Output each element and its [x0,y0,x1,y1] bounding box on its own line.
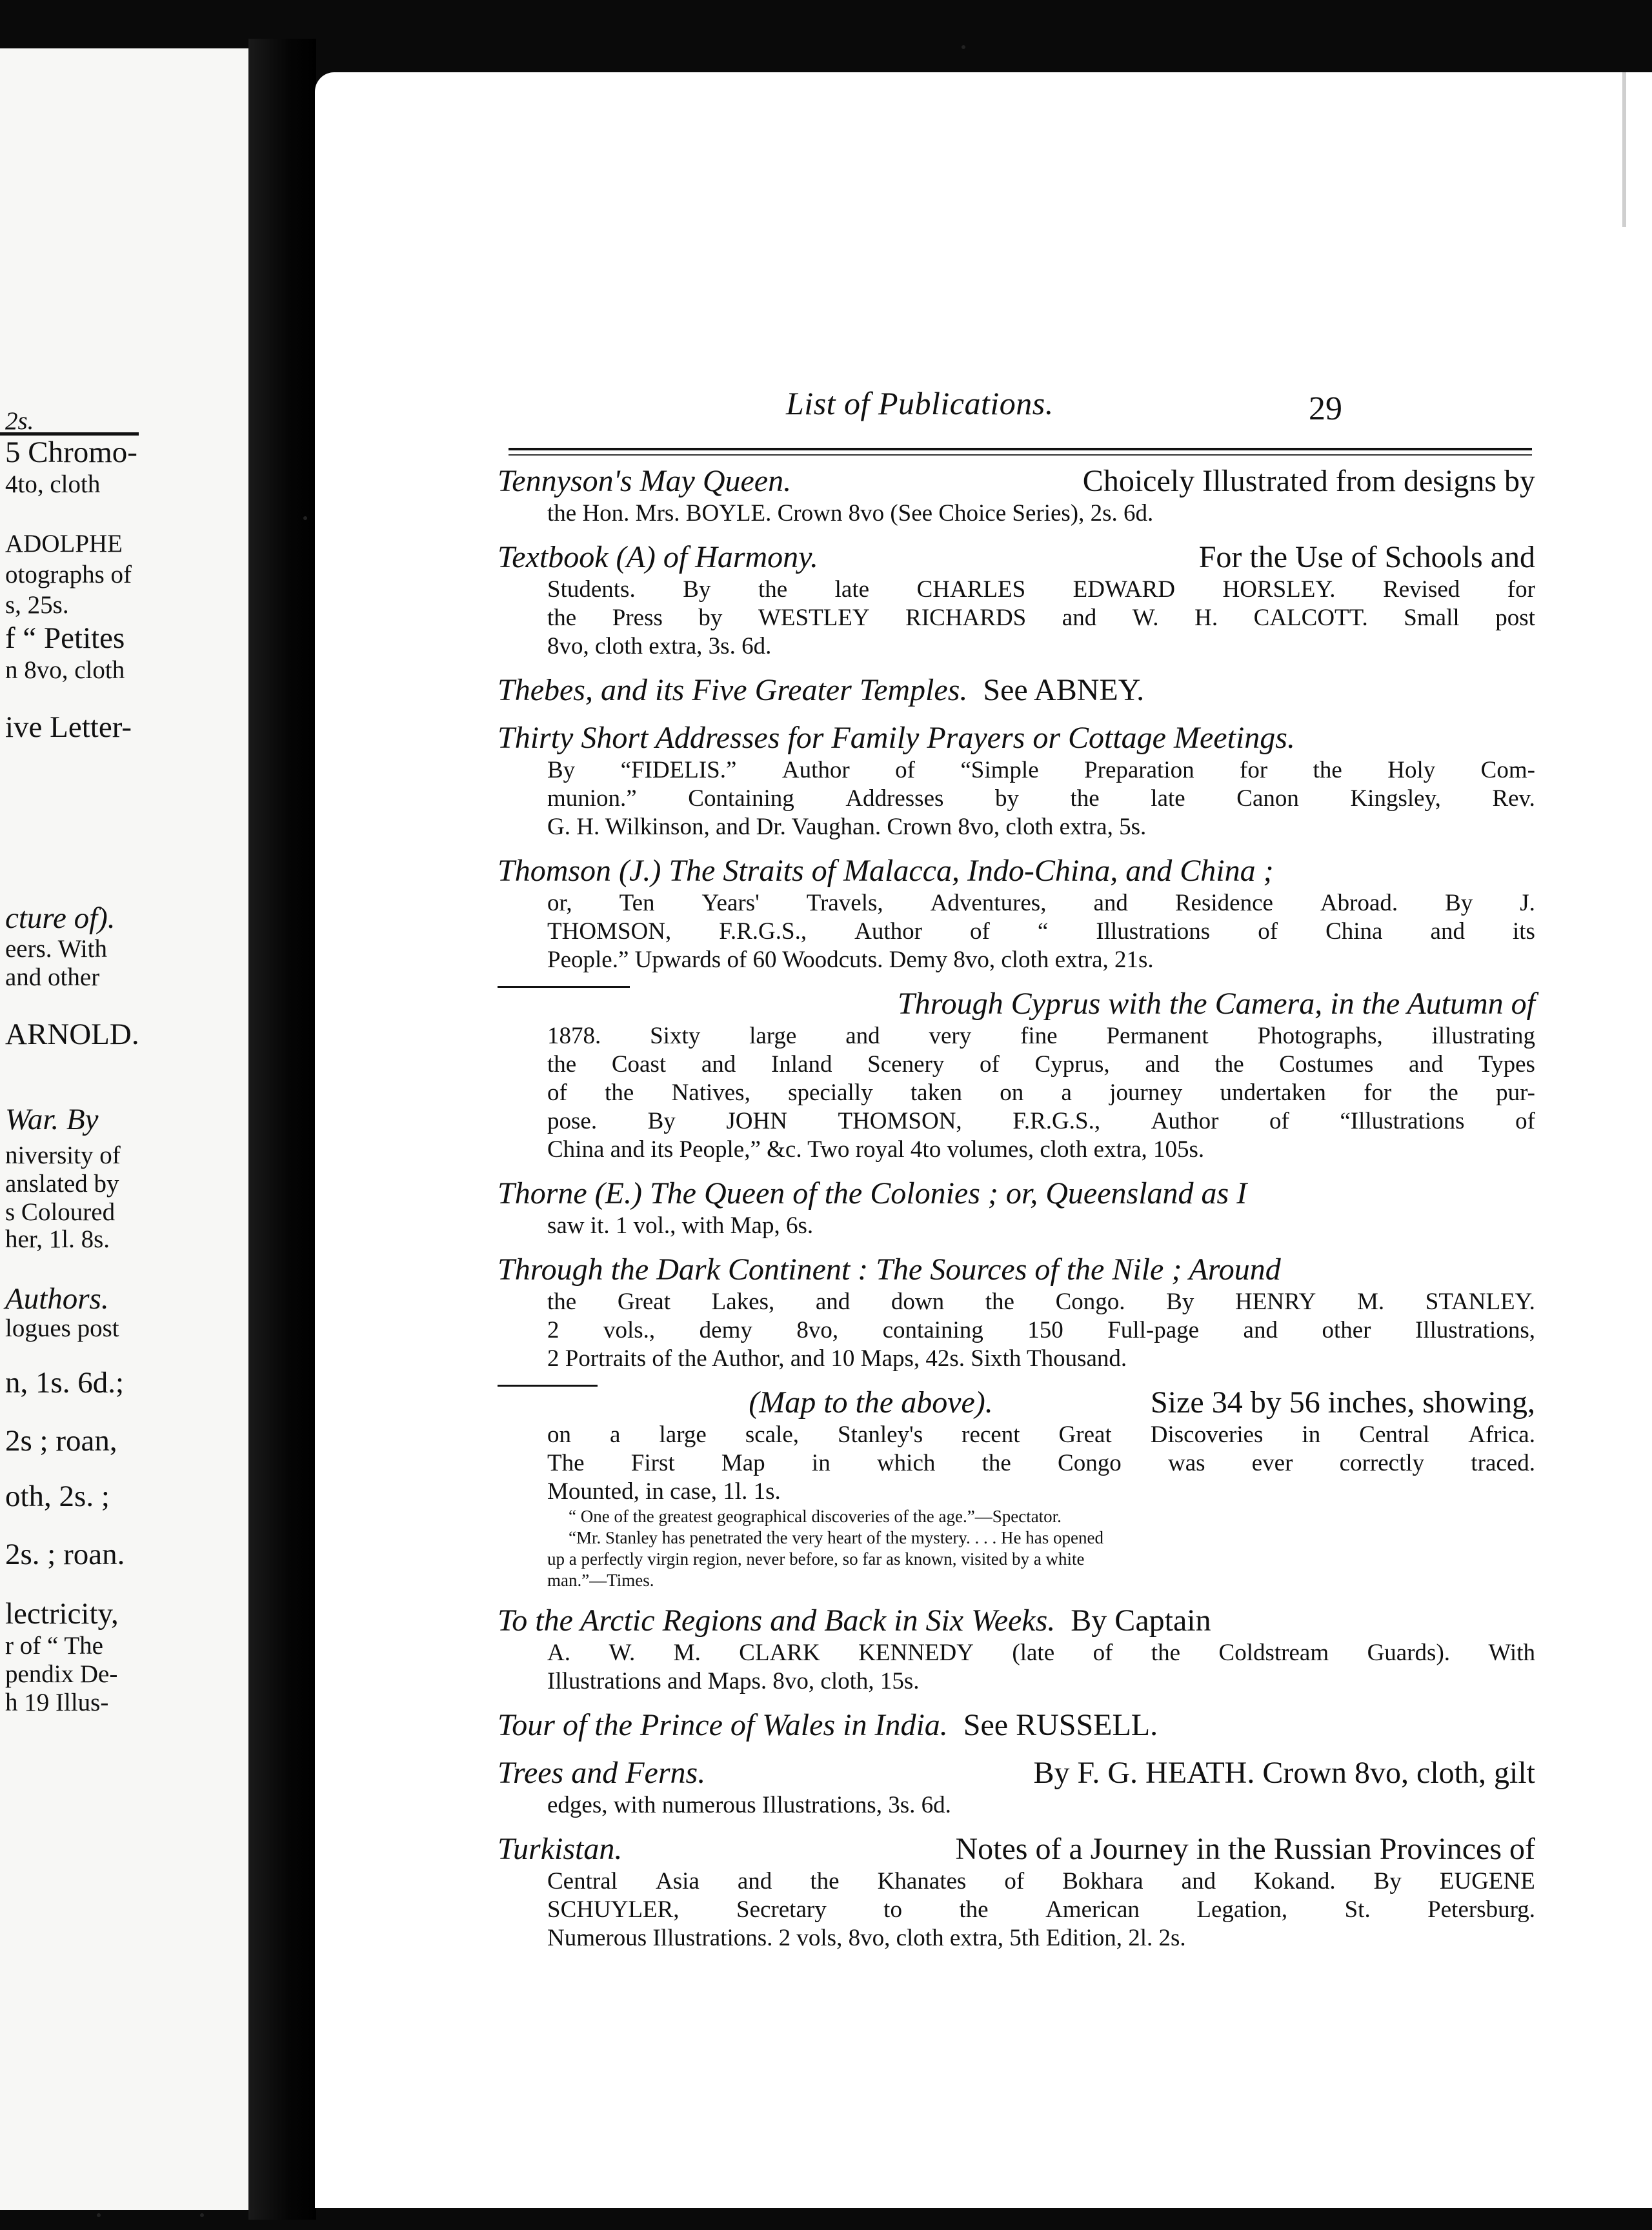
publication-entry [498,672,1535,708]
page-edge [1622,72,1626,227]
entry-title-rest: Choicely Illustrated from designs by [1082,464,1535,498]
review-quote-line: man.”—Times. [547,1571,654,1590]
entry-line: the Hon. Mrs. BOYLE. Crown 8vo (See Choice Series), 2s. 6d. [547,500,1154,527]
left-page-line: 2s ; roan, [5,1424,117,1458]
entry-line: THOMSON, F.R.G.S., Author of “ Illustrations of China and its [547,918,1535,945]
left-page-line: pendix De- [5,1660,118,1688]
entry-title-rest: By Captain [1071,1603,1211,1638]
entry-line: 8vo, cloth extra, 3s. 6d. [547,633,772,659]
entry-title: Through the Dark Continent : The Sources of the Nile ; Around [498,1252,1281,1287]
left-page-line: 4to, cloth [5,470,101,498]
book-gutter [248,39,316,2220]
left-page-line: War. By [5,1103,99,1136]
publication-list [498,463,1535,1964]
entry-first-line [498,1603,1535,1639]
entry-title: Textbook (A) of Harmony. [498,540,818,574]
entry-line: A. W. M. CLARK KENNEDY (late of the Coldstream Guards). With [547,1640,1535,1666]
review-quote-line: “Mr. Stanley has penetrated the very heart of the mystery. . . . He has opened [569,1528,1103,1547]
header-rule-thin [509,454,1532,456]
left-page-line: f “ Petites [5,621,125,655]
scan-speck [962,45,965,49]
left-page-line: n, 1s. 6d.; [5,1366,125,1400]
entry-line: By “FIDELIS.” Author of “Simple Preparation for the Holy Com- [547,757,1535,783]
left-facing-page [0,48,248,2210]
left-page-line: and other [5,963,100,991]
publication-entry [498,1707,1535,1743]
entry-first-line [498,463,1535,499]
entry-line: Mounted, in case, 1l. 1s. [547,1478,781,1505]
entry-line: 2 Portraits of the Author, and 10 Maps, 42s. Sixth Thousand. [547,1345,1127,1372]
entry-first-line [498,539,1535,576]
left-page-line: 5 Chromo- [5,436,137,469]
scan-speck [303,516,307,520]
left-page-line: niversity of [5,1141,121,1169]
scan-speck [97,2213,101,2217]
entry-line: Central Asia and the Khanates of Bokhara and Kokand. By EUGENE [547,1868,1535,1894]
ditto-dash [498,1385,598,1387]
entry-line: edges, with numerous Illustrations, 3s. 6d. [547,1792,951,1818]
page-number: 29 [1309,390,1342,427]
entry-line: or, Ten Years' Travels, Adventures, and Residence Abroad. By J. [547,890,1535,916]
review-quote-line: “ One of the greatest geographical discoveries of the age.”—Spectator. [569,1507,1062,1526]
left-page-line: her, 1l. 8s. [5,1225,110,1253]
entry-line: on a large scale, Stanley's recent Great Discoveries in Central Africa. [547,1421,1535,1448]
entry-first-line [498,720,1535,756]
header-rule [509,448,1532,450]
entry-line: G. H. Wilkinson, and Dr. Vaughan. Crown 8vo, cloth extra, 5s. [547,814,1147,840]
left-page-line: ARNOLD. [5,1018,139,1051]
publication-entry [498,853,1535,974]
entry-line: saw it. 1 vol., with Map, 6s. [547,1212,814,1239]
entry-first-line [498,1176,1535,1212]
left-page-line: cture of). [5,901,116,935]
entry-title: Through Cyprus with the Camera, in the Autumn of [897,987,1535,1021]
left-page-line: ive Letter- [5,710,132,744]
left-page-line: h 19 Illus- [5,1689,109,1716]
entry-title: Thebes, and its Five Greater Temples. [498,673,968,707]
entry-line: of the Natives, specially taken on a journey undertaken for the pur- [547,1080,1535,1106]
publication-entry [498,720,1535,841]
entry-line: 2 vols., demy 8vo, containing 150 Full-page and other Illustrations, [547,1317,1535,1343]
entry-line: Students. By the late CHARLES EDWARD HORSLEY. Revised for [547,576,1535,603]
entry-title: Tennyson's May Queen. [498,464,792,498]
left-page-line: otographs of [5,561,132,588]
left-page-line: 2s. [5,407,34,435]
entry-title: Turkistan. [498,1832,623,1866]
entry-line: munion.” Containing Addresses by the late Canon Kingsley, Rev. [547,785,1535,812]
left-page-line: Authors. [5,1282,109,1316]
publication-entry [498,463,1535,528]
left-page-line: ADOLPHE [5,530,123,558]
entry-first-line [498,986,1535,1022]
publication-entry [498,1252,1535,1373]
entry-line: the Coast and Inland Scenery of Cyprus, and the Costumes and Types [547,1051,1535,1078]
left-page-line: eers. With [5,935,107,963]
entry-title-rest: By F. G. HEATH. Crown 8vo, cloth, gilt [1033,1756,1535,1790]
left-page-line: oth, 2s. ; [5,1480,110,1513]
left-page-line: lectricity, [5,1597,119,1631]
entry-title: (Map to the above). [749,1385,993,1420]
entry-line: People.” Upwards of 60 Woodcuts. Demy 8vo, cloth extra, 21s. [547,947,1154,973]
running-title: List of Publications. [786,385,1054,421]
publication-entry [498,1385,1535,1591]
left-page-line: r of “ The [5,1632,103,1660]
left-page-line: s Coloured [5,1198,116,1226]
entry-first-line [498,672,1535,708]
entry-title: Thirty Short Addresses for Family Prayers or Cottage Meetings. [498,721,1295,755]
publication-entry [498,1831,1535,1953]
entry-title-rest: Size 34 by 56 inches, showing, [1151,1385,1535,1420]
publication-entry [498,1755,1535,1820]
entry-line: The First Map in which the Congo was ever correctly traced. [547,1450,1535,1476]
left-page-line: s, 25s. [5,591,69,619]
left-page-line: logues post [5,1314,119,1342]
entry-title: Tour of the Prince of Wales in India. [498,1708,948,1742]
entry-first-line [498,853,1535,889]
entry-title-rest: See RUSSELL. [963,1708,1158,1742]
entry-first-line [498,1831,1535,1867]
entry-title-rest: Notes of a Journey in the Russian Provinces of [955,1832,1535,1866]
entry-first-line [498,1252,1535,1288]
publication-entry [498,986,1535,1164]
entry-line: Illustrations and Maps. 8vo, cloth, 15s. [547,1668,920,1694]
right-page [315,72,1652,2208]
publication-entry [498,539,1535,661]
entry-line: pose. By JOHN THOMSON, F.R.G.S., Author of “Illustrations of [547,1108,1535,1134]
publication-entry [498,1176,1535,1240]
entry-title: To the Arctic Regions and Back in Six Weeks. [498,1603,1056,1638]
entry-line: 1878. Sixty large and very fine Permanent Photographs, illustrating [547,1023,1535,1049]
entry-line: Numerous Illustrations. 2 vols, 8vo, cloth extra, 5th Edition, 2l. 2s. [547,1925,1186,1951]
entry-title: Thorne (E.) The Queen of the Colonies ; or, Queensland as I [498,1176,1247,1210]
ditto-dash [498,986,630,988]
left-page-line: n 8vo, cloth [5,656,125,684]
scan-speck [200,2213,204,2217]
review-quote-line: up a perfectly virgin region, never before, so far as known, visited by a white [547,1549,1085,1569]
entry-title: Trees and Ferns. [498,1756,706,1790]
entry-title-rest: For the Use of Schools and [1198,540,1535,574]
entry-first-line [498,1755,1535,1791]
entry-line: China and its People,” &c. Two royal 4to volumes, cloth extra, 105s. [547,1136,1205,1163]
entry-first-line [498,1385,1535,1421]
entry-title: Thomson (J.) The Straits of Malacca, Indo-China, and China ; [498,854,1274,888]
entry-line: the Great Lakes, and down the Congo. By HENRY M. STANLEY. [547,1289,1535,1315]
entry-line: SCHUYLER, Secretary to the American Legation, St. Petersburg. [547,1896,1535,1923]
left-page-line: anslated by [5,1170,119,1198]
left-page-line: 2s. ; roan. [5,1538,125,1571]
entry-line: the Press by WESTLEY RICHARDS and W. H. CALCOTT. Small post [547,605,1535,631]
publication-entry [498,1603,1535,1696]
entry-first-line [498,1707,1535,1743]
entry-title-rest: See ABNEY. [983,673,1145,707]
